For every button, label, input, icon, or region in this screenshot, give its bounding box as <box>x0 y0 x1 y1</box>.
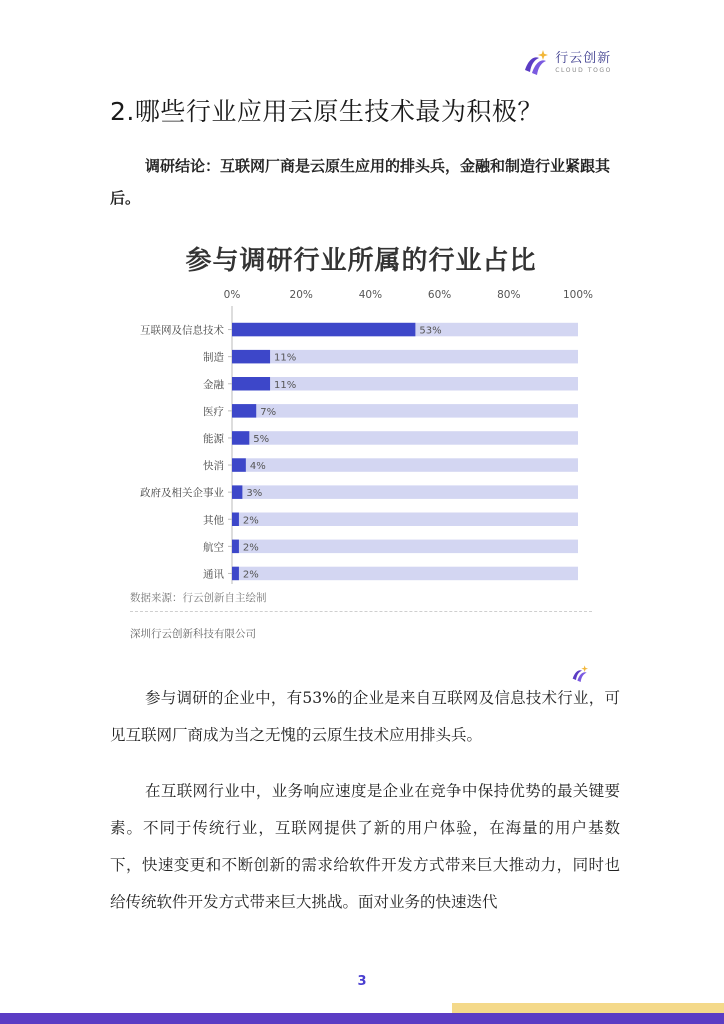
bar-track <box>232 513 578 527</box>
bar <box>232 350 270 364</box>
bar-value-label: 11% <box>274 379 297 391</box>
category-label: 政府及相关企事业 <box>140 487 224 500</box>
bar-value-label: 5% <box>253 433 270 445</box>
bar-chart-svg <box>126 284 596 584</box>
logo-mark-icon <box>521 48 551 78</box>
bar-value-label: 2% <box>242 515 259 527</box>
bar <box>232 513 239 527</box>
company-logo <box>521 48 612 78</box>
research-conclusion: 调研结论：互联网厂商是云原生应用的排头兵，金融和制造行业紧跟其后。 <box>110 157 611 207</box>
footer-accent-bar <box>452 1003 724 1013</box>
section-heading: 2.哪些行业应用云原生技术最为积极？ <box>110 97 543 126</box>
bar <box>232 431 249 445</box>
bar <box>232 323 415 337</box>
x-tick-label: 20% <box>289 289 313 301</box>
bar-track <box>232 485 578 499</box>
bar-value-label: 2% <box>242 542 259 554</box>
paragraph-2: 在互联网行业中，业务响应速度是企业在竞争中保持优势的最关键要素。不同于传统行业，互联网提供了新的用户体验，在海量的用户基数下，快速变更和不断创新的需求给软件开发方式带来巨大推动力，同时也给传统软件开发方式带来巨大挑战。面对业务的快速迭代 <box>110 782 620 911</box>
x-tick-label: 80% <box>497 289 521 301</box>
chart-source: 数据来源：行云创新自主绘制 <box>130 592 267 604</box>
category-label: 其他 <box>203 514 224 527</box>
bar-track <box>232 567 578 581</box>
mini-logo-icon <box>570 620 590 640</box>
x-tick-label: 0% <box>223 289 241 301</box>
industry-share-chart <box>126 240 596 660</box>
category-label: 快消 <box>203 460 224 473</box>
bar-value-label: 3% <box>246 488 263 500</box>
chart-title: 参与调研行业所属的行业占比 <box>185 246 537 276</box>
x-tick-label: 60% <box>427 289 452 301</box>
paragraph-1: 参与调研的企业中，有53%的企业是来自互联网及信息技术行业，可见互联网厂商成为当之无愧的云原生技术应用排头兵。 <box>110 689 620 744</box>
bar-value-label: 11% <box>274 352 297 364</box>
category-label: 航空 <box>203 541 224 554</box>
x-tick-label: 100% <box>562 289 594 301</box>
bar-track <box>232 431 578 445</box>
bar-value-label: 2% <box>242 569 259 581</box>
category-label: 制造 <box>203 351 224 364</box>
bar-value-label: 7% <box>260 406 277 418</box>
category-label: 能源 <box>203 432 224 445</box>
bar-value-label: 4% <box>249 461 266 473</box>
x-tick-label: 40% <box>358 289 383 301</box>
bar <box>232 458 246 472</box>
footer-bar <box>0 1013 724 1024</box>
chart-company: 深圳行云创新科技有限公司 <box>130 628 256 640</box>
category-label: 医疗 <box>203 405 224 418</box>
bar <box>232 377 270 391</box>
logo-subtitle: CLOUD TOGO <box>555 67 612 74</box>
category-label: 通讯 <box>203 568 224 581</box>
bar-value-label: 53% <box>419 325 442 337</box>
bar <box>232 404 256 418</box>
bar-track <box>232 458 578 472</box>
category-label: 互联网及信息技术 <box>140 324 224 337</box>
category-label: 金融 <box>203 378 224 391</box>
logo-name: 行云创新 <box>555 51 612 66</box>
chart-divider <box>130 611 592 612</box>
bar-track <box>232 540 578 554</box>
bar <box>232 567 239 581</box>
bar <box>232 540 239 554</box>
bar-track <box>232 404 578 418</box>
bar <box>232 485 242 499</box>
page-number: 3 <box>357 974 367 989</box>
